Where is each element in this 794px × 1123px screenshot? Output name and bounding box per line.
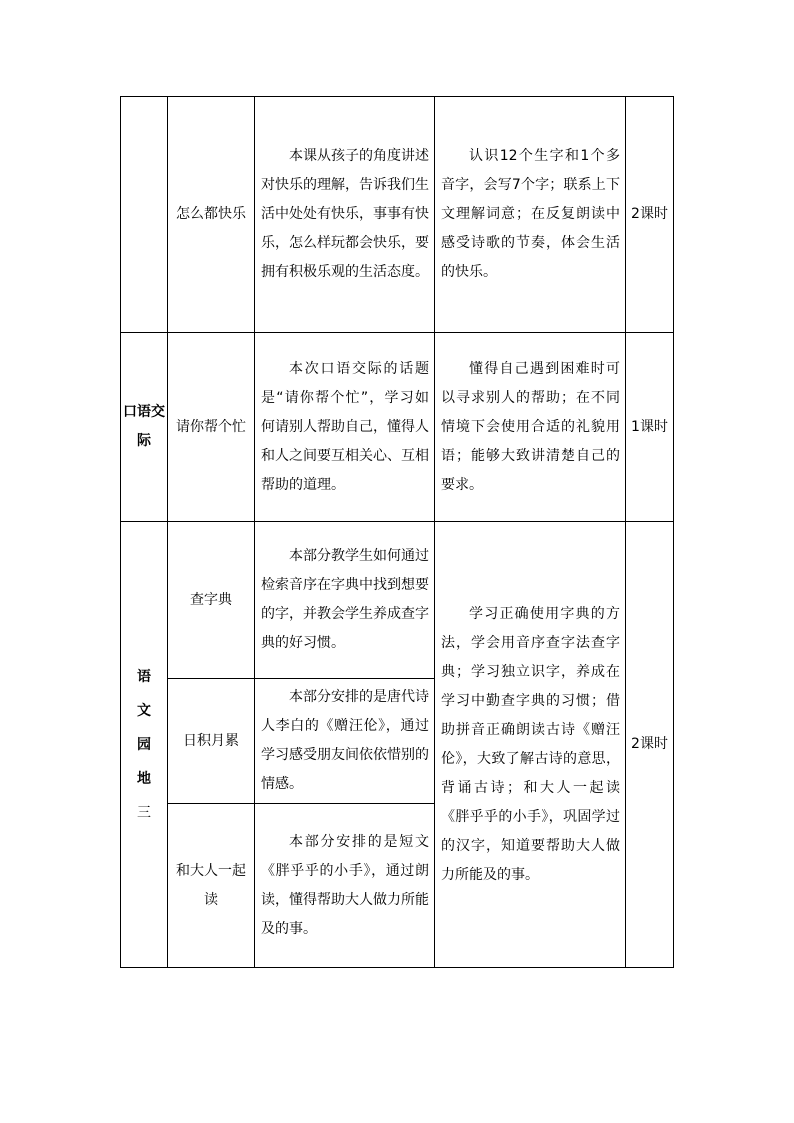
lesson-description: 本部分教学生如何通过检索音序在字典中找到想要的字，并教会学生养成查字典的好习惯。 (255, 522, 435, 679)
lesson-hours: 1课时 (626, 333, 674, 522)
category-char: 语 (137, 668, 151, 685)
lesson-description: 本次口语交际的话题是“请你帮个忙”，学习如何请别人帮助自己，懂得人和人之间要互相关心、互相帮助的道理。 (255, 333, 435, 522)
lesson-title: 和大人一起读 (168, 804, 255, 968)
table-row (121, 333, 674, 522)
lesson-goals: 认识12个生字和1个多音字，会写7个字；联系上下文理解词意；在反复朗读中感受诗歌的节奏，体会生活的快乐。 (435, 97, 626, 333)
lesson-description: 本部分安排的是唐代诗人李白的《赠汪伦》，通过学习感受朋友间依依惜别的情感。 (255, 679, 435, 804)
category-char: 地 (137, 770, 151, 787)
table-row (121, 522, 674, 679)
table-row (121, 97, 674, 333)
category-char: 园 (137, 736, 151, 753)
lesson-description: 本部分安排的是短文《胖乎乎的小手》，通过朗读，懂得帮助大人做力所能及的事。 (255, 804, 435, 968)
category-cell: 口语交际 (121, 333, 168, 522)
lesson-title: 请你帮个忙 (168, 333, 255, 522)
lesson-title: 怎么都快乐 (168, 97, 255, 333)
lesson-hours: 2课时 (626, 97, 674, 333)
category-cell (121, 97, 168, 333)
category-char: 文 (137, 702, 151, 719)
lesson-goals: 懂得自己遇到困难时可以寻求别人的帮助；在不同情境下会使用合适的礼貌用语；能够大致讲清楚自己的要求。 (435, 333, 626, 522)
category-char: 三 (137, 804, 151, 821)
lesson-description: 本课从孩子的角度讲述对快乐的理解，告诉我们生活中处处有快乐，事事有快乐，怎么样玩都会快乐，要拥有积极乐观的生活态度。 (255, 97, 435, 333)
lesson-title: 日积月累 (168, 679, 255, 804)
category-cell-garden (121, 522, 168, 968)
lesson-hours: 2课时 (626, 522, 674, 968)
lesson-goals: 学习正确使用字典的方法，学会用音序查字法查字典；学习独立识字，养成在学习中勤查字典的习惯；借助拼音正确朗读古诗《赠汪伦》，大致了解古诗的意思，背诵古诗；和大人一起读《胖乎乎的小手》，巩固学过的汉字，知道要帮助大人做力所能及的事。 (435, 522, 626, 968)
lesson-title: 查字典 (168, 522, 255, 679)
lesson-plan-table (120, 96, 674, 968)
